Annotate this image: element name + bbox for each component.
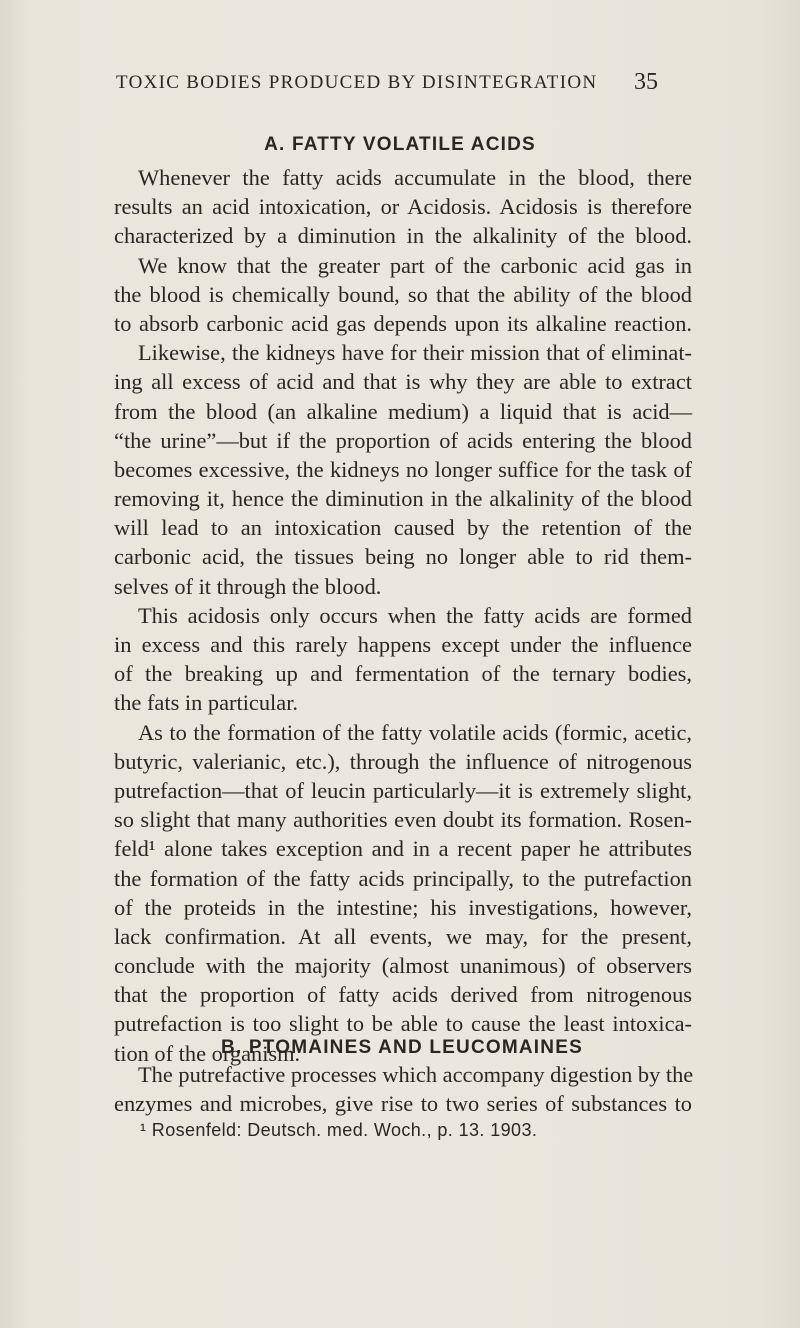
text-line: will lead to an intoxication caused by the retention of the <box>114 515 692 541</box>
text-line: results an acid intoxication, or Acidosis. Acidosis is therefore <box>114 194 692 220</box>
footnote: ¹ Rosenfeld: Deutsch. med. Woch., p. 13. 1903. <box>140 1120 538 1140</box>
text-line: removing it, hence the diminution in the alkalinity of the blood <box>114 486 692 512</box>
text-line: becomes excessive, the kidneys no longer suffice for the task of <box>114 456 692 482</box>
text-line: conclude with the majority (almost unanimous) of observers <box>114 953 692 979</box>
text-line: carbonic acid, the tissues being no longer able to rid them- <box>114 544 692 570</box>
page-number: 35 <box>634 69 658 95</box>
text-line: the fats in particular. <box>114 690 299 716</box>
running-head: TOXIC BODIES PRODUCED BY DISINTEGRATION <box>116 72 598 93</box>
text-line: This acidosis only occurs when the fatty acids are formed <box>138 602 692 628</box>
section-a-body <box>114 163 692 1068</box>
text-line: We know that the greater part of the carbonic acid gas in <box>138 252 692 278</box>
text-line: that the proportion of fatty acids derived from nitrogenous <box>114 982 692 1008</box>
section-heading-ptomaines-leucomaines: B. PTOMAINES AND LEUCOMAINES <box>221 1037 583 1058</box>
text-line: in excess and this rarely happens except under the influence <box>114 632 692 657</box>
text-line: lack confirmation. At all events, we may, for the present, <box>114 923 692 949</box>
text-line: from the blood (an alkaline medium) a liquid that is acid— <box>114 398 692 424</box>
text-line: butyric, valerianic, etc.), through the influence of nitrogenous <box>114 748 692 774</box>
text-line: “the urine”—but if the proportion of acids entering the blood <box>114 427 692 453</box>
text-line: to absorb carbonic acid gas depends upon its alkaline reaction. <box>114 310 692 336</box>
page-header <box>116 69 658 100</box>
text-line: tion of the organism. <box>114 1040 301 1066</box>
text-line: ing all excess of acid and that is why they are able to extract <box>114 369 692 395</box>
text-line: putrefaction is too slight to be able to cause the least intoxica- <box>114 1011 692 1037</box>
text-line: enzymes and microbes, give rise to two series of substances to <box>114 1091 692 1117</box>
text-line: the formation of the fatty acids principally, to the putrefaction <box>114 865 692 891</box>
text-line: of the breaking up and fermentation of the ternary bodies, <box>114 661 692 687</box>
text-line: Whenever the fatty acids accumulate in the blood, there <box>138 165 692 190</box>
text-line: the blood is chemically bound, so that the ability of the blood <box>114 281 692 307</box>
text-line: selves of it through the blood. <box>114 573 382 599</box>
text-line: so slight that many authorities even doubt its formation. Rosen- <box>114 807 692 833</box>
section-heading-fatty-volatile-acids: A. FATTY VOLATILE ACIDS <box>264 134 536 155</box>
text-line: feld¹ alone takes exception and in a recent paper he attributes <box>114 836 692 862</box>
text-line: characterized by a diminution in the alkalinity of the blood. <box>114 223 692 249</box>
text-line: Likewise, the kidneys have for their mission that of eliminat- <box>138 340 692 366</box>
text-line: putrefaction—that of leucin particularly—it is extremely slight, <box>114 777 692 803</box>
text-line: The putrefactive processes which accompany digestion by the <box>138 1062 694 1087</box>
text-line: As to the formation of the fatty volatile acids (formic, acetic, <box>138 719 692 745</box>
text-line: of the proteids in the intestine; his investigations, however, <box>114 894 692 920</box>
section-b-body <box>114 1060 692 1118</box>
